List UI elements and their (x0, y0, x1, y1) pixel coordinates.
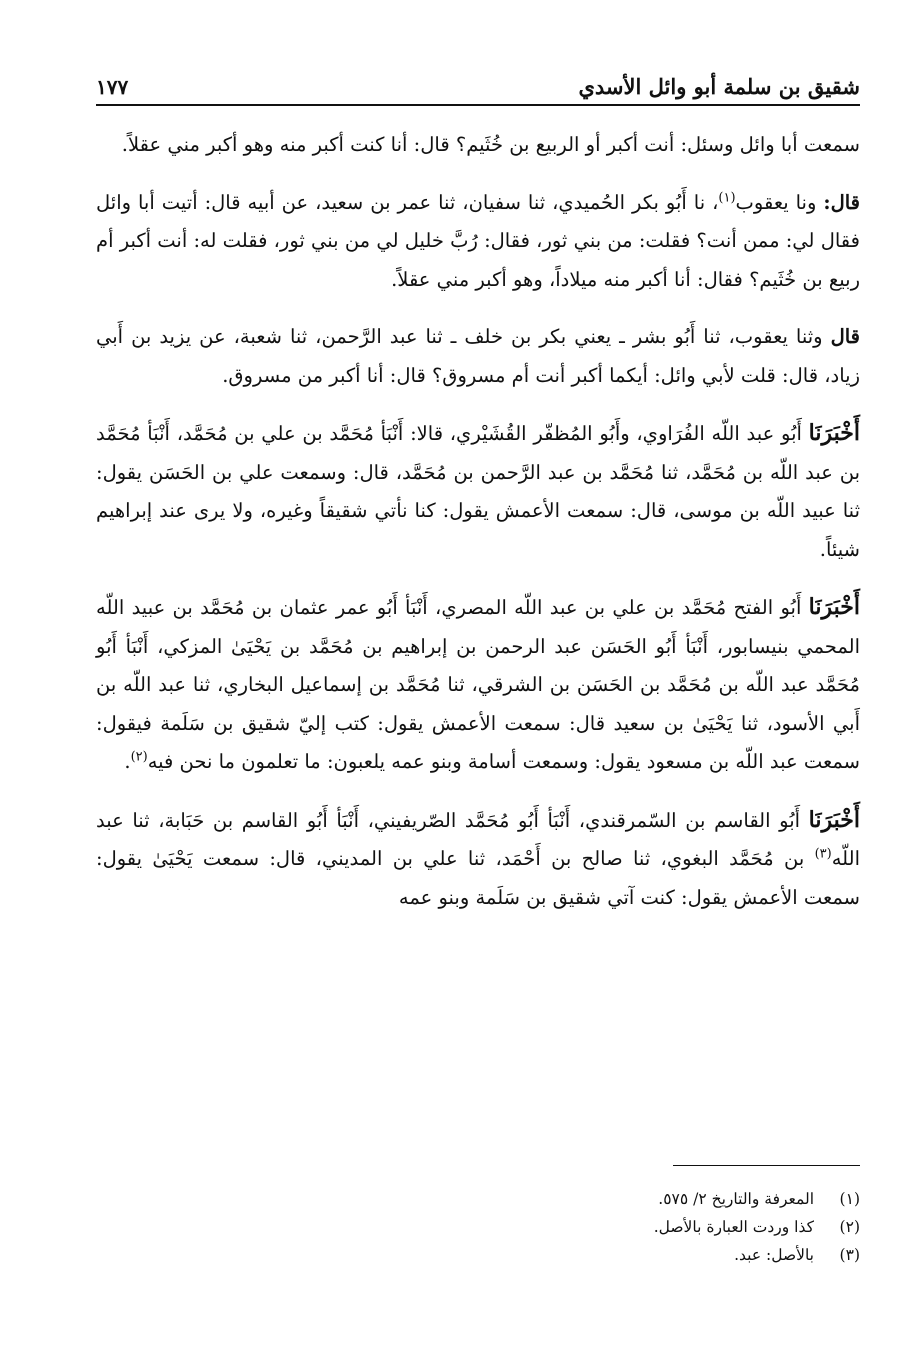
footnote-marker: (٣) (814, 846, 832, 862)
paragraph-text: وثنا يعقوب، ثنا أَبُو بشر ـ يعني بكر بن خلف ـ ثنا عبد الرَّحمن، ثنا شعبة، عن يزيد بن أَبي زياد، قال: قلت لأبي وائل: أيكما أكبر أنت أم مسروق؟ قال: أنا أكبر من مسروق. (96, 325, 860, 387)
footnote-text: بالأصل: عبد. (734, 1246, 814, 1264)
paragraph-text: ، نا أَبُو بكر الحُميدي، ثنا سفيان، ثنا عمر بن سعيد، عن أبيه قال: أتيت أبا وائل فقال لي: ممن أنت؟ فقلت: من بني ثور، فقال: رُبَّ خليل لي من بني ثور، فقلت له: أنت أكبر أم ربيع بن خُثَيم؟ فقال: أنا أكبر منه ميلاداً، وهو أكبر مني عقلاً. (96, 190, 860, 291)
running-title: شقيق بن سلمة أبو وائل الأسدي (578, 74, 860, 99)
paragraph-text: أَبُو عبد اللّه الفُرَاوي، وأَبُو المُظفّر القُشَيْري، قالا: أَنْبَأ مُحَمَّد بن علي بن مُحَمَّد، أَنْبَأ مُحَمَّد بن عبد اللّه بن مُحَمَّد، ثنا مُحَمَّد بن عبد الرَّحمن بن مُحَمَّد، قال: وسمعت علي بن الحَسَن يقول: ثنا عبيد اللّه بن موسى، قال: سمعت الأعمش يقول: كنا نأتي شقيقاً وغيره، ولا يرى عند إبراهيم شيئاً. (96, 422, 860, 561)
paragraph-lead: أَخْبَرَنَا (808, 420, 860, 446)
footnote-text: المعرفة والتاريخ ٢/ ٥٧٥. (658, 1190, 814, 1208)
footnote-marker: (١) (718, 190, 736, 205)
footnote-text: كذا وردت العبارة بالأصل. (653, 1218, 814, 1236)
footnote-number: (٣) (839, 1246, 860, 1264)
footnote-number: (١) (839, 1190, 860, 1208)
footnote-rule (673, 1165, 860, 1166)
footnotes (96, 1185, 860, 1269)
paragraph-text: ونا يعقوب (735, 190, 824, 214)
paragraph-lead: قال (830, 325, 860, 348)
footnote-number: (٢) (839, 1218, 860, 1236)
paragraph-5 (96, 588, 860, 782)
paragraph-text: أَبُو القاسم بن السّمرقندي، أَنْبَأ أَبُو مُحَمَّد الصّريفيني، أَنْبَأ أَبُو القاسم بن حَبَابة، ثنا عبد اللّه (96, 808, 860, 870)
paragraph-text: . (124, 750, 131, 773)
page-header (96, 62, 860, 102)
paragraph-text: بن مُحَمَّد البغوي، ثنا صالح بن أَحْمَد، ثنا علي بن المديني، قال: سمعت يَحْيَىٰ يقول: سمعت الأعمش يقول: كنت آتي شقيق بن سَلَمة وبنو عمه (96, 847, 860, 909)
main-text (96, 126, 860, 936)
footnote-marker: (٢) (130, 749, 148, 765)
footnote-3 (96, 1241, 860, 1269)
paragraph-lead: قال: (823, 190, 861, 214)
paragraph-3 (96, 318, 860, 395)
paragraph-1 (96, 126, 860, 165)
paragraph-2 (96, 184, 860, 300)
paragraph-text: أَبُو الفتح مُحَمَّد بن علي بن عبد اللّه المصري، أَنْبَأ أَبُو عمر عثمان بن مُحَمَّد بن عبيد اللّه المحمي بنيسابور، أَنْبَأ أَبُو الحَسَن عبد الرحمن بن إبراهيم بن مُحَمَّد بن يَحْيَىٰ المزكي، أَنْبَأ أَبُو مُحَمَّد عبد اللّه بن مُحَمَّد بن الحَسَن بن الشرقي، ثنا مُحَمَّد بن إسماعيل البخاري، ثنا عبد اللّه بن أَبي الأسود، ثنا يَحْيَىٰ بن سعيد قال: سمعت الأعمش يقول: كتب إليّ شقيق بن سَلَمة فيقول: سمعت عبد اللّه بن مسعود يقول: وسمعت أسامة وبنو عمه يلعبون: ما تعلمون ما نحن فيه (96, 596, 860, 773)
paragraph-lead: أَخْبَرَنَا (808, 806, 860, 833)
footnote-2 (96, 1213, 860, 1241)
footnote-1 (96, 1185, 860, 1213)
paragraph-lead: أَخْبَرَنَا (808, 594, 860, 620)
paragraph-6 (96, 801, 860, 918)
page-number: ١٧٧ (96, 75, 129, 99)
paragraph-text: سمعت أبا وائل وسئل: أنت أكبر أو الربيع بن خُثَيم؟ قال: أنا كنت أكبر منه وهو أكبر مني عقلاً. (121, 133, 860, 156)
paragraph-4 (96, 414, 860, 569)
header-rule (96, 104, 860, 106)
